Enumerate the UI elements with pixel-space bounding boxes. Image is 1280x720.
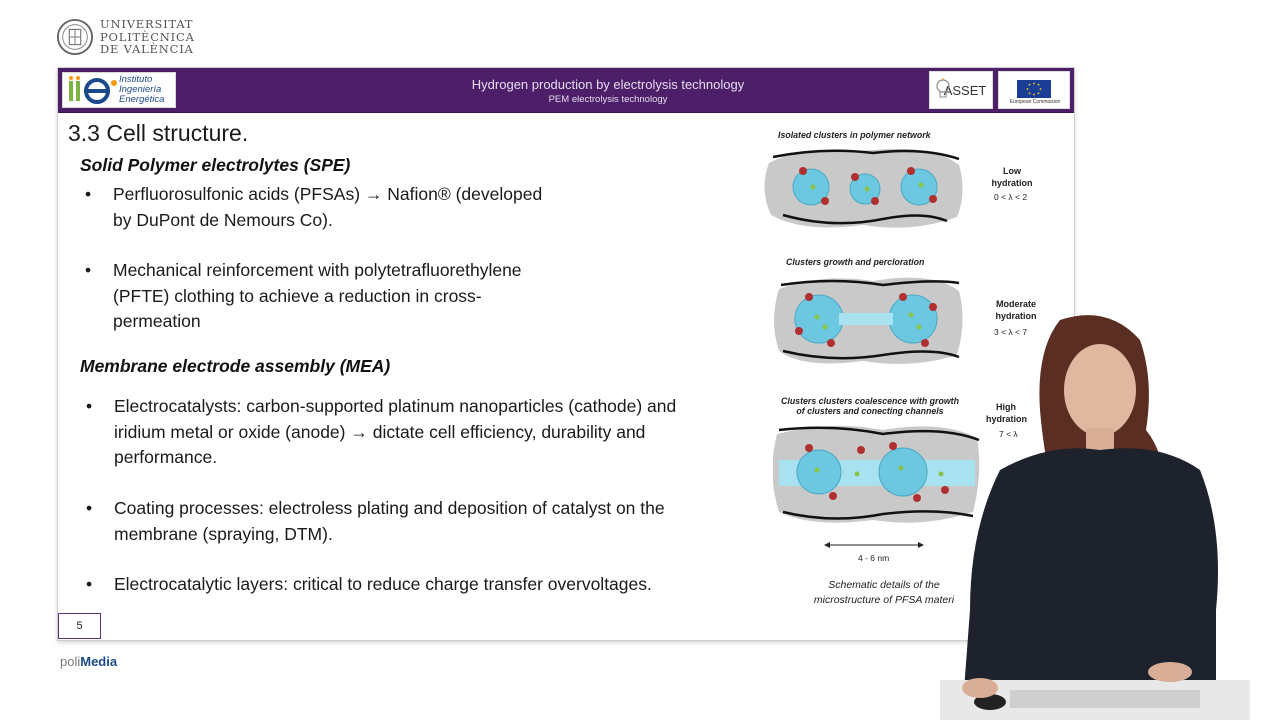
panel1-hydration bbox=[976, 166, 1048, 189]
brand-poli: poli bbox=[60, 654, 81, 669]
bullet-line: Perfluorosulfonic acids (PFSAs) → Nafion® (developed bbox=[113, 184, 543, 204]
institute-name bbox=[119, 75, 164, 105]
institute-mark-icon bbox=[67, 75, 119, 105]
bullet-line: (PFTE) clothing to achieve a reduction in cross- bbox=[113, 285, 482, 306]
bullet-line: Coating processes: electroless plating and deposition of catalyst on the bbox=[114, 498, 665, 518]
university-line-3: DE VALÈNCIA bbox=[100, 42, 194, 57]
asset-logo bbox=[929, 71, 993, 109]
hydration-line: hydration bbox=[991, 177, 1033, 188]
bullet-item bbox=[86, 496, 665, 547]
header-subtitle: PEM electrolysis technology bbox=[548, 94, 668, 105]
asset-label: ASSET bbox=[943, 82, 987, 98]
bullet-line: permeation bbox=[113, 311, 201, 331]
scale-arrow-icon bbox=[824, 540, 924, 550]
university-logo bbox=[56, 18, 195, 56]
hydration-line: High bbox=[996, 402, 1016, 412]
bullet-line: performance. bbox=[114, 447, 218, 467]
bullet-line: membrane (spraying, DTM). bbox=[114, 523, 333, 544]
university-line-1: UNIVERSITAT bbox=[100, 17, 194, 32]
panel1-lambda: 0 < λ < 2 bbox=[994, 192, 1028, 202]
institute-line-1: Instituto bbox=[119, 74, 153, 85]
panel3-label-line: of clusters and conecting channels bbox=[796, 406, 944, 416]
slide bbox=[57, 67, 1075, 641]
section-heading-mea: Membrane electrode assembly (MEA) bbox=[80, 356, 391, 376]
bullet-line: by DuPont de Nemours Co). bbox=[113, 209, 333, 230]
panel2-lambda: 3 < λ < 7 bbox=[994, 327, 1028, 337]
institute-logo bbox=[62, 72, 176, 108]
bullet-line: iridium metal or oxide (anode) → dictate cell efficiency, durability and bbox=[114, 421, 646, 442]
panel3-lambda: 7 < λ bbox=[999, 429, 1018, 439]
hydration-line: hydration bbox=[986, 413, 1028, 424]
scale-label: 4 - 6 nm bbox=[858, 553, 890, 563]
bullet-item bbox=[86, 394, 677, 471]
low-hydration-diagram bbox=[763, 143, 963, 229]
bullet-line: Electrocatalysts: carbon-supported platinum nanoparticles (cathode) and bbox=[114, 396, 677, 416]
bullet-glyph: • bbox=[86, 396, 93, 416]
caption-line: Schematic details of the bbox=[828, 579, 940, 591]
header-title: Hydrogen production by electrolysis technology bbox=[471, 77, 745, 92]
panel2-label: Clusters growth and percloration bbox=[786, 257, 925, 267]
brand-media: Media bbox=[80, 654, 118, 669]
bullet-glyph: • bbox=[86, 574, 93, 594]
moderate-hydration-diagram bbox=[773, 271, 963, 369]
bullet-item bbox=[85, 182, 543, 233]
bullet-item bbox=[86, 572, 652, 598]
presenter-image bbox=[940, 310, 1280, 720]
section-heading-spe: Solid Polymer electrolytes (SPE) bbox=[80, 155, 351, 175]
hydration-line: Moderate bbox=[995, 299, 1036, 309]
bullet-glyph: • bbox=[85, 184, 92, 204]
hydration-line: Low bbox=[1003, 166, 1021, 176]
panel3-label bbox=[778, 396, 962, 416]
university-name bbox=[100, 18, 195, 56]
eu-logo bbox=[998, 71, 1070, 109]
bullet-glyph: • bbox=[85, 260, 92, 280]
institute-line-2: Ingeniería bbox=[119, 84, 162, 95]
page-number: 5 bbox=[58, 613, 101, 639]
slide-title: 3.3 Cell structure. bbox=[68, 120, 249, 146]
university-seal-icon bbox=[56, 18, 94, 56]
bullet-item bbox=[85, 258, 522, 335]
lightbulb-icon bbox=[936, 78, 950, 102]
bullet-line: Electrocatalytic layers: critical to reduce charge transfer overvoltages. bbox=[114, 574, 652, 594]
slide-header bbox=[58, 68, 1074, 113]
bullet-glyph: • bbox=[86, 498, 93, 518]
university-line-2: POLITÈCNICA bbox=[100, 29, 195, 44]
caption-line: microstructure of PFSA materi bbox=[813, 594, 955, 606]
eu-caption: European Commission bbox=[1009, 99, 1061, 105]
polimedia-brand bbox=[60, 654, 117, 669]
panel3-label-line: Clusters clusters coalescence with growth bbox=[781, 396, 959, 406]
bullet-line: Mechanical reinforcement with polytetrafluorethylene bbox=[113, 260, 522, 280]
hydration-line: hydration bbox=[995, 310, 1037, 321]
eu-flag-icon bbox=[1017, 80, 1051, 98]
panel1-label: Isolated clusters in polymer network bbox=[778, 130, 931, 140]
institute-line-3: Energética bbox=[119, 94, 165, 105]
